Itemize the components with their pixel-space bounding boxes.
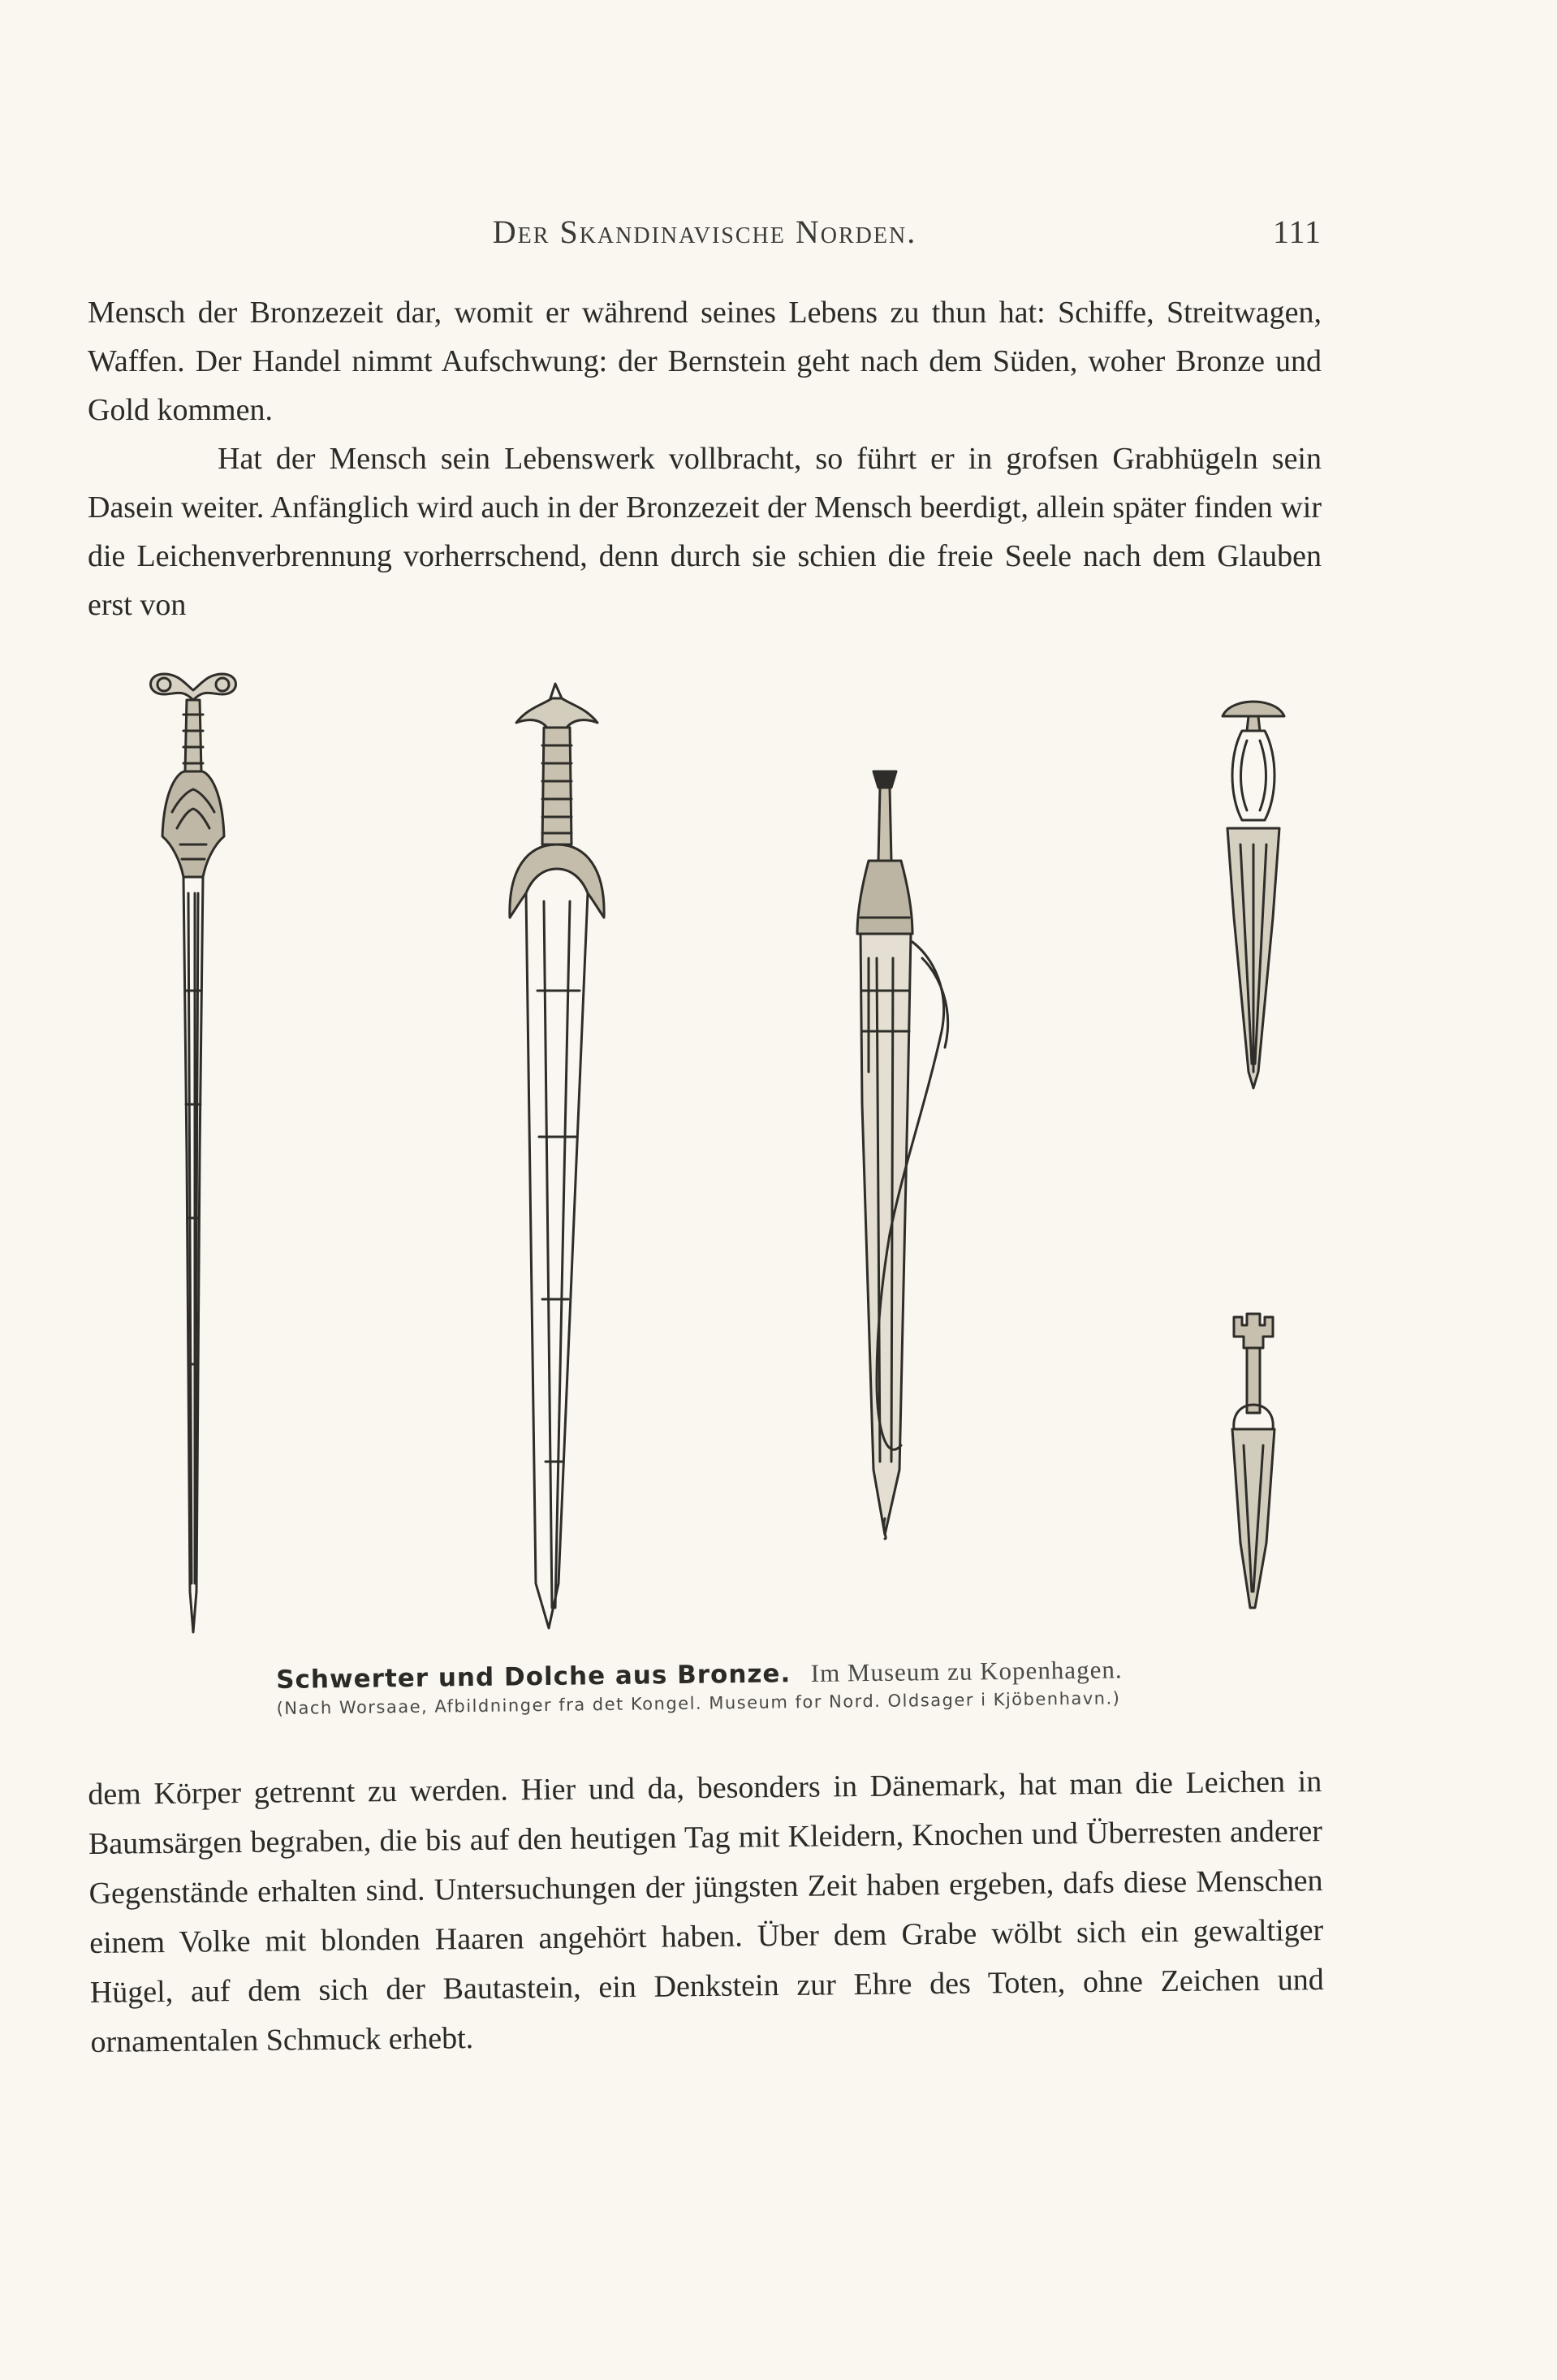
paragraph: Mensch der Bronzezeit dar, womit er während seines Lebens zu thun hat: Schiffe, Streitwagen, Waffen. Der Handel nimmt Aufschwung: der Bernstein geht nach dem Süden, woher Bronze und Gold kommen. <box>88 296 1322 427</box>
antenna-dagger <box>1232 1314 1274 1608</box>
crescent-guard-sword <box>510 684 604 1628</box>
weapons-illustration <box>114 650 1315 1673</box>
spiral-pommel-sword <box>151 674 236 1632</box>
paragraph: Hat der Mensch sein Lebenswerk vollbracht, so führt er in grofsen Grabhügeln sein Dasein weiter. Anfänglich wird auch in der Bronzezeit der Mensch beerdigt, allein später finden wir die Leichenverbrennung vorherrschend, denn durch sie schien die freie Seele nach dem Glauben erst von <box>88 442 1322 622</box>
bronze-weapons-figure <box>114 650 1315 1673</box>
figure-caption <box>276 1652 1267 1718</box>
body-text-bottom <box>88 1757 1325 2067</box>
page-number: 111 <box>1272 214 1322 250</box>
running-head <box>88 213 1322 253</box>
body-text-top <box>88 288 1322 629</box>
caption-title: Schwerter und Dolche aus Bronze. <box>276 1659 791 1695</box>
caption-museum: Im Museum zu Kopenhagen. <box>810 1655 1123 1687</box>
running-title: Der Skandinavische Norden. <box>492 214 917 250</box>
paragraph: dem Körper getrennt zu werden. Hier und da, besonders in Dänemark, hat man die Leichen in Baumsärgen begraben, die bis auf den heutigen Tag mit Kleidern, Knochen und Überresten anderer Gegenstände erhalten sind. Untersuchungen der jüngsten Zeit haben ergeben, dafs diese Menschen einem Volke mit blonden Haaren angehört haben. Über dem Grabe wölbt sich ein gewaltiger Hügel, auf dem sich der Bautastein, ein Denkstein zur Ehre des Toten, ohne Zeichen und ornamentalen Schmuck erhebt. <box>88 1764 1325 2059</box>
caption-source: (Nach Worsaae, Afbildninger fra det Kongel. Museum for Nord. Oldsager i Kjöbenhavn.) <box>276 1688 1121 1718</box>
mushroom-pommel-dagger <box>1223 702 1284 1088</box>
scabbard-dagger <box>857 771 948 1539</box>
